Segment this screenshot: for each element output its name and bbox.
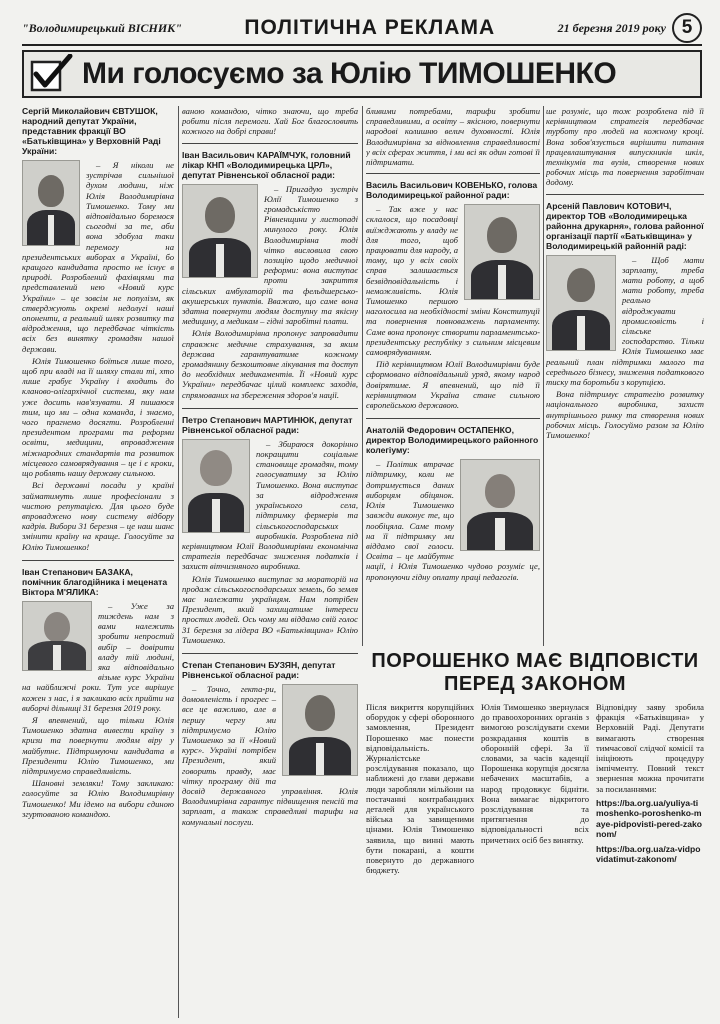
article-martyniuk [182, 415, 358, 645]
byline-buzian: Степан Степанович БУЗЯН, депутат Рівненської обласної ради: [182, 659, 336, 680]
photo-martyniuk [182, 439, 250, 533]
article-text: – Так вже у нас склалося, що посадовці виїжджають у владу не для того, щоб працювати для народу, а тому, що у всіх своїх справ залишається безвідповідальність і неможливість. Юлія Тимошенко першою наголосила на необхідності зміни Конституції та повернення повноважень парламенту. Саме вона пропонує створити парламентсько-президентську республіку з сильним місцевим самоврядуванням. Під керівництвом Юлії Володимирівни буде сформовано відповідальний уряд, якому народ довірятиме. Я впевнений, що під її керівництвом Україна стане сильною європейською державою. [366, 204, 540, 411]
column-4 [546, 106, 704, 646]
continuation-text: ше розуміє, що тож розроблена під її керівництвом стратегія передбачає турботу про людей на кожному кроці. Вона зобов'язується вирішити питання працевлаштування випускників шкіл, технікумів та вузів, створення нових робочих місць та повернення заробітчан додому. [546, 106, 704, 188]
byline-karaimchuk: Іван Васильович КАРАЇМЧУК, головний лікар КНП «Володимирецька ЦРЛ», депутат Рівненської обласної ради: [182, 149, 351, 180]
photo-kovenko [464, 204, 540, 300]
continuation-text: бливими потребами, тарифи зробити справедливими, а освіту – якісною, повернути народові колишню велич духовності. Юлія Володимирівна за відновлення справедливості у всіх сферах життя, і ми всі як один готові її підтримати. [366, 106, 540, 168]
article-text: – Точно, гекта-ри, домовленість і прогрес – все це важливо, але в першу чергу ми підтримуємо Юлію Тимошенко за її «Новий курс». Україні потрібен Президент, який говорить правду, має чітку програму дій та досвід державного управління. Юлія Володимирівна гарантує підвищення пенсій та зарплат, а також справедливі тарифи на комунальні послуги. [182, 683, 358, 827]
byline-ostapenko: Анатолій Федорович ОСТАПЕНКО, директор Володимирецького районного колегіуму: [366, 425, 539, 456]
photo-kotovych [546, 255, 616, 351]
link-1[interactable]: https://ba.org.ua/yuliya-timoshenko-poroshenko-maye-pidpovisti-pered-zakonom/ [596, 797, 703, 840]
photo-bazaka [22, 601, 92, 671]
poroshenko-headline: ПОРОШЕНКО МАЄ ВІДПОВІСТИ ПЕРЕД ЗАКОНОМ [371, 650, 699, 695]
masthead-right [558, 13, 702, 43]
section-title: ПОЛІТИЧНА РЕКЛАМА [244, 16, 496, 39]
paper-name: "Володимирецький ВІСНИК" [22, 20, 182, 35]
column-1 [22, 106, 174, 1018]
article-poroshenko [366, 650, 704, 1018]
article-buzian [182, 660, 358, 827]
continuation-text: ваною командою, чітко знаючи, що треба робити після перемоги. Хай Бог благословить кожного на добрі справи! [182, 106, 358, 137]
headline: Ми голосуємо за Юлію ТИМОШЕНКО [82, 57, 617, 90]
poroshenko-col-1: Після викриття корупційних оборудок у сфері оборонного замовлення, Президент Порошенко має понести відповідальність. Журналістське розслідування показало, що наближені до глави держави люди заробляли мільйони на постачанні контрабандних деталей для українського війська за завищеними цінами. Юлія Тимошенко заявила, що винні мають бути покарані, а кошти повернуто до державного бюджету. [366, 702, 474, 876]
article-text: – Щоб мати зарплату, треба мати роботу, а щоб мати роботу, треба реально відроджувати промисловість і сільське господарство. Тільки Юлія Тимошенко має реальний план підтримки малого та середнього бізнесу, зниження податкового тиску та боротьби з корупцією. Вона підтримує стратегію розвитку національного виробника, захист внутрішнього ринку та створення нових робочих місць. Голосуймо разом за Юлію Тимошенко! [546, 254, 704, 441]
article-ostapenko [366, 425, 540, 581]
article-text: – Я ніколи не зустрічав сильнішої духом людини, ніж Юлія Володимирівна Тимошенко. Тому ми відповідально боремося сьогодні за те, аби вона здобула таки перемогу на президентських виборах в Україні, бо кращого кандидата просто не існує в природі. Розроблений фахівцями та представлений нею «Новий курс України» – це зовсім не популізм, як стверджують окремі недолугі наші опоненти, а реальний шлях розвитку та відродження, що передбачає чіткість всіх без винятку громадян нашої держави. Юлія Тимошенко боїться лише того, щоб при владі на її шляху стали ті, хто лише грабує Україну і входить до кланово-олігархічної системи, яку нам уже досить нав'язувати. Я пишаюся тим, що ми – одна команда, і знаємо, чого прагнемо досягти. Розробленні президентом програми та реформи освіти, медицини, впровадження міжнародних стандартів та розвиток місцевого самоврядування – це і є кроки, що роблять нашу державу сильною. Всі державні посади у країні займатимуть лише професіонали з чистою репутацією. Для цього буде впроваджено нову систему відбору кадрів. Вибори 31 березня – це наш шанс змінити країну на краще. Голосуйте за Юлію Тимошенко! [22, 160, 174, 552]
photo-evtushok [22, 160, 80, 246]
photo-buzian [282, 684, 358, 776]
byline-bazaka: Іван Степанович БАЗАКА, помічник благодійника і мецената Віктора М'ЯЛИКА: [22, 566, 168, 597]
link-2[interactable]: https://ba.org.ua/za-vidpovidatimut-zakonom/ [596, 843, 701, 865]
article-kovenko [366, 180, 540, 410]
article-karaimchuk [182, 150, 358, 400]
issue-date: 21 березня 2019 року [557, 20, 666, 35]
article-text: – Політик втрачає підтримку, коли не дотримується даних виборцям обіцянок. Юлія Тимошенко завжди виконує те, що пообіцяла. Саме тому на її підтримку ми віддамо свої голоси. Освіта – це майбутнє нації, і Юлія Тимошенко чудово розуміє це, пропонуючи гідну оплату праці педагогів. [366, 459, 540, 582]
photo-ostapenko [460, 459, 540, 551]
masthead [22, 12, 702, 46]
photo-karaimchuk [182, 184, 258, 278]
page-number: 5 [672, 13, 702, 43]
article-bazaka [22, 567, 174, 819]
headline-banner [22, 50, 702, 98]
poroshenko-col-3: Відповідну заяву зробила фракція «Батьківщина» у Верховній Раді. Депутати вимагають створення тимчасової слідчої комісії та ініціюють процедуру імпічменту. Повний текст звернення можна прочитати за посиланнями: https://ba.org.ua/yuliya-timoshenko-poroshenko-maye-pidpovisti-pered-zakonom/ https://ba.org.ua/za-vidpovidatimut-zakonom/ [596, 702, 704, 865]
poroshenko-col-2: Юлія Тимошенко звернулася до правоохоронних органів з вимогою розслідувати схеми розкрадання коштів в оборонній сфері. За її словами, за часів каденції Порошенка корупція досягла небачених масштабів, а народ продовжує бідніти. Вона вимагає відкритого розслідування та притягнення до відповідальності всіх причетних осіб без винятку. [481, 702, 589, 845]
column-3 [366, 106, 540, 646]
byline-evtushok: Сергій Миколайович ЄВТУШОК, народний депутат України, представник фракції ВО «Батьківщина» у Верховній Раді України: [22, 106, 161, 156]
byline-kovenko: Василь Васильович КОВЕНЬКО, голова Володимирецької районної ради: [366, 180, 538, 201]
poroshenko-columns [366, 702, 704, 1018]
checkmark-icon [28, 54, 74, 94]
article-text: – Уже за тиждень нам з вами належить зробити непростий вибір – довірити владу тій людині, яка відповідально візьме курс України на найближчі роки. Тут усе вирішує кожен з нас, і я закликаю всіх прийти на виборчі дільниці 31 березня 2019 року. Я впевнений, що тільки Юлія Тимошенко здатна вивести країну з кризи та повернути людям віру у майбутнє. Підтримуючи кандидата в Президенти Юлію Тимошенко, ми підтримуємо справедливість. Шановні земляки! Тому закликаю: голосуйте за Юлію Володимирівну Тимошенко! Ми ідемо на вибори єдиною згуртованою командою. [22, 600, 174, 819]
article-kotovych [546, 201, 704, 441]
byline-kotovych: Арсеній Павлович КОТОВИЧ, директор ТОВ «Володимирецька районна друкарня», голова районної організації партії «Батьківщина» у Володимирецькій районній раді: [546, 200, 704, 251]
column-2 [182, 106, 358, 1018]
article-evtushok [22, 106, 174, 552]
article-text: – Пригадую зустріч Юлії Тимошенко з громадськістю Рівненщини у листопаді минулого року. Юлія Володимирівна тоді чітко висловила свою позицію щодо медичної реформи: вона виступає проти закриття сільських амбулаторій та фельдшерсько-акушерських пунктів. Вважаю, що саме вона здатна повернути людям доступну та якісну медицину, а медикам – гідні заробітні плати. Юлія Володимирівна пропонує запровадити справжнє медичне страхування, за яким держава гарантуватиме кожному громадянину безкоштовне лікування та доступ до необхідних медикаментів. Її «Новий курс України» передбачає цілий комплекс заходів, спрямованих на збереження здоров'я нації. [182, 183, 358, 400]
byline-martyniuk: Петро Степанович МАРТИНЮК, депутат Рівненської обласної ради: [182, 414, 353, 435]
article-text: – Збираюся докорінно покращити соціальне становище громадян, тому голосуватиму за Юлію Тимошенко. Вона виступає за відродження українського села, підтримку фермерів та сільськогосподарських виробників. Розроблена під керівництвом Юлії Володимирівни економічна стратегія передбачає зниження податків і захист вітчизняного виробника. Юлія Тимошенко виступає за мораторій на продаж сільськогосподарських земель, бо земля має належати українцям. Нам потрібен Президент, який захищатиме інтереси простих людей. Ось чому ми віддамо свій голос 31 березня за лідера ВО «Батьківщина» Юлію Тимошенко. [182, 438, 358, 645]
